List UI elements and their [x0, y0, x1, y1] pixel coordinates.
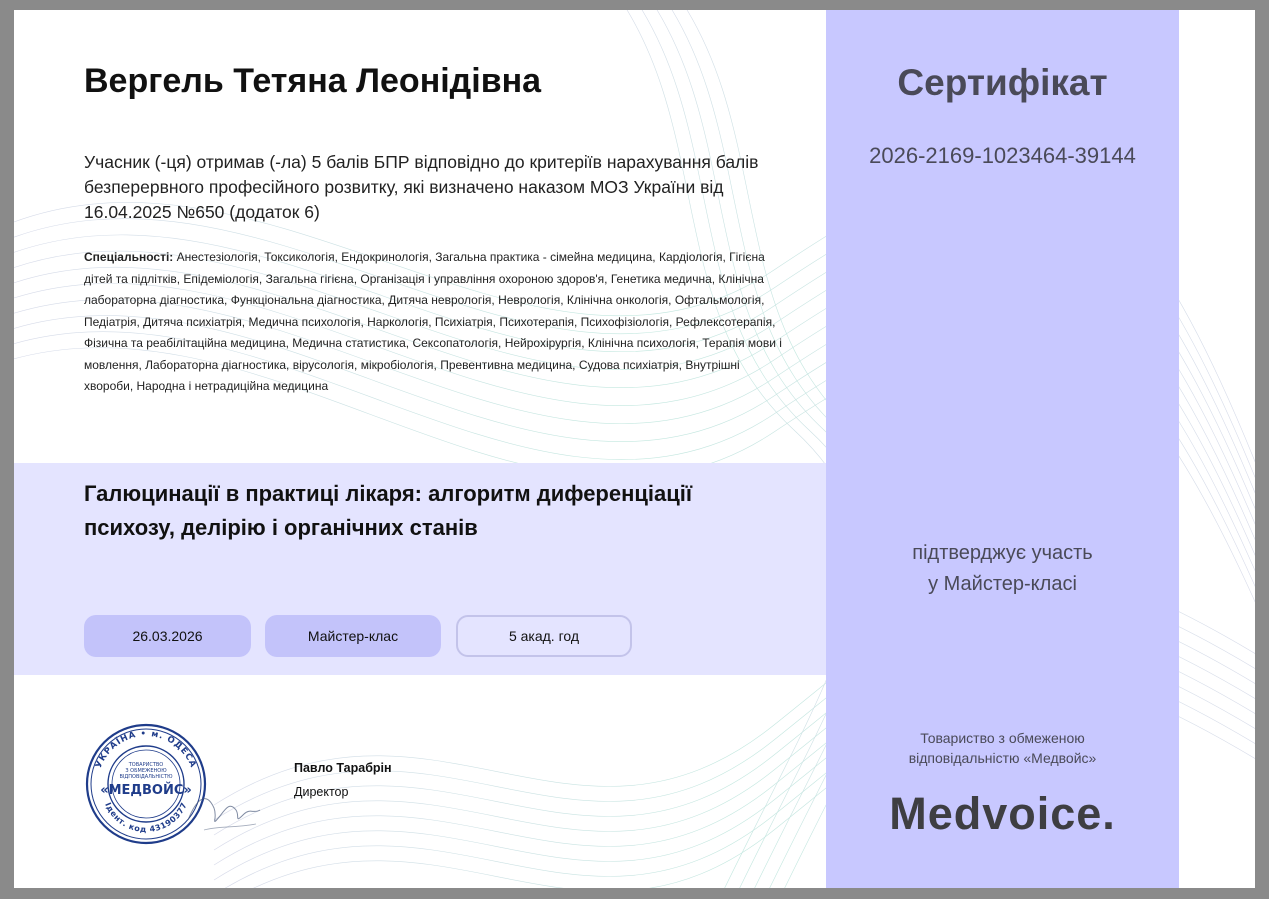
signer-role: Директор	[294, 785, 349, 799]
course-title: Галюцинації в практиці лікаря: алгоритм диференціації психозу, делірію і органічних станів	[84, 481, 693, 540]
confirm-line-1: підтверджує участь	[912, 542, 1093, 564]
recipient-name: Вергель Тетяна Леонідівна	[84, 62, 542, 100]
signer-name: Павло Тарабрін	[294, 761, 392, 775]
specialties-paragraph	[84, 247, 784, 398]
company-line-1: Товариство з обмеженою	[920, 730, 1085, 746]
certificate-title: Сертифікат	[897, 62, 1108, 103]
event-date-badge: 26.03.2026	[84, 615, 251, 657]
stamp-ring-bottom: Ідент. код 43190377	[103, 801, 189, 835]
stamp-ring-top: УКРАЇНА • м. ОДЕСА	[93, 728, 199, 770]
stamp-center-text: «МЕДВОЙС»	[100, 783, 192, 798]
stamp-inner-line-2: З ОБМЕЖЕНОЮ	[125, 768, 167, 774]
event-type-badge: Майстер-клас	[265, 615, 441, 657]
director-signature	[184, 780, 264, 842]
confirm-line-2: у Майстер-класі	[928, 573, 1077, 595]
participation-confirmation	[826, 538, 1179, 600]
certificate-number: 2026-2169-1023464-39144	[869, 143, 1136, 168]
company-name	[826, 728, 1179, 768]
hours-badge: 5 акад. год	[456, 615, 632, 657]
specialties-label: Спеціальності:	[84, 250, 174, 264]
medvoice-logo: Medvoice.	[889, 788, 1116, 839]
stamp-inner-line-1: ТОВАРИСТВО	[128, 762, 164, 768]
stamp-inner-line-3: ВІДПОВІДАЛЬНІСТЮ	[119, 774, 173, 780]
certificate-page	[14, 10, 1255, 888]
specialties-list: Анестезіологія, Токсикологія, Ендокринологія, Загальна практика - сімейна медицина, Кардіологія, Гігієна дітей та підлітків, Епідеміологія, Загальна гігієна, Організація і управління охороною здоров'я, Генетика медична, Клінічна лабораторна діагностика, Функціональна діагностика, Дитяча неврологія, Неврологія, Клінічна онкологія, Офтальмологія, Педіатрія, Дитяча психіатрія, Медична психологія, Наркологія, Психіатрія, Психотерапія, Психофізіологія, Рефлексотерапія, Фізична та реабілітаційна медицина, Медична статистика, Сексопатологія, Нейрохірургія, Клінічна психологія, Терапія мови і мовлення, Лабораторна діагностика, вірусологія, мікробіологія, Превентивна медицина, Судова психіатрія, Внутрішні хвороби, Народна і нетрадиційна медицина	[84, 250, 782, 393]
svg-text:Ідент. код 43190377	[103, 801, 189, 834]
company-line-2: відповідальністю «Медвойс»	[908, 750, 1097, 766]
points-description: Учасник (-ця) отримав (-ла) 5 балів БПР відповідно до критеріїв нарахування балів безперервного професійного розвитку, які визначено наказом МОЗ України від 16.04.2025 №650 (додаток 6)	[84, 152, 759, 222]
